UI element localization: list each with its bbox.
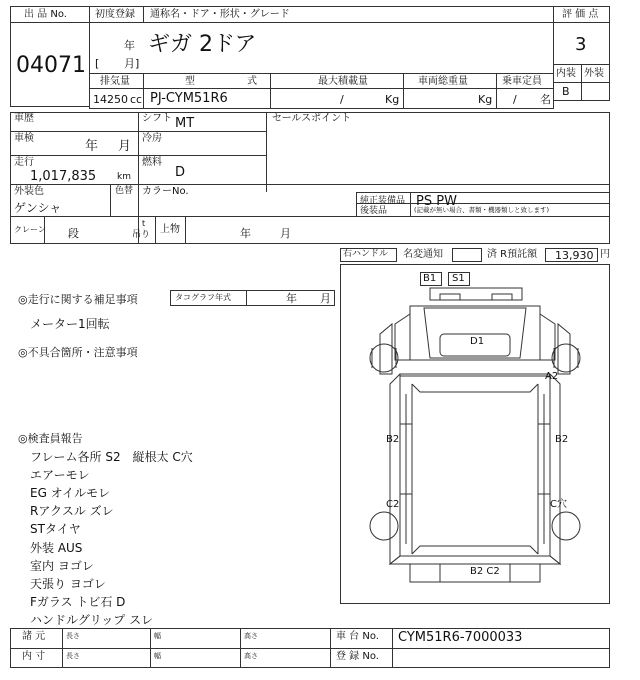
recycle-amount: 13,930 [555, 249, 594, 262]
month-bracket-open: [ [95, 57, 100, 70]
capacity-unit: 名 [540, 93, 551, 106]
note-line: EG オイルモレ [30, 486, 111, 500]
upper-label: 上物 [160, 224, 180, 235]
diagram-a2: A2 [545, 371, 559, 382]
displacement-label: 排気量 [100, 76, 130, 87]
note-line: ハンドルグリップ スレ [30, 613, 154, 627]
diagram-b1: B1 [423, 273, 437, 284]
diagram-c2-left: C2 [386, 499, 400, 510]
diagram-c2-right: C穴 [550, 499, 567, 510]
fuel-label: 燃料 [142, 157, 162, 168]
inspector-title: ◎検査員報告 [18, 432, 83, 445]
supplement-title: ◎走行に関する補足事項 [18, 293, 138, 306]
diagram-b2-right: B2 [555, 434, 569, 445]
right-hand-label: 右ハンドル [343, 249, 389, 259]
max-load-slash: / [340, 93, 344, 106]
model-label: 通称名・ドア・形状・グレード [150, 9, 290, 20]
chassis-label: 車 台 No. [336, 631, 379, 642]
footer-width-label: 幅 [154, 632, 161, 640]
crane-stage: 段 [68, 227, 79, 240]
aftermarket-label: 後装品 [360, 206, 388, 216]
interior-grade: B [562, 85, 570, 98]
cc-unit: cc [130, 93, 143, 106]
fuel-value: D [175, 165, 186, 180]
type-label-2: 式 [247, 76, 257, 87]
name-change-label: 名変通知 [403, 249, 443, 260]
note-line: Fガラス トビ石 D [30, 595, 126, 609]
first-reg-label: 初度登録 [95, 9, 135, 20]
footer-length-label: 長さ [66, 632, 80, 640]
lot-number: 04071 [16, 53, 86, 78]
displacement-value: 14250 [93, 93, 128, 106]
overall-grade: 3 [575, 34, 587, 55]
capacity-slash: / [513, 93, 517, 106]
diagram-b2-left: B2 [386, 434, 400, 445]
recycle-label: 済 R預託額 [487, 249, 538, 260]
inspection-year: 年 [85, 139, 99, 154]
footer-spec-label: 諸 元 [22, 631, 46, 642]
exterior-label: 外装 [584, 68, 604, 79]
tacho-year: 年 [286, 292, 297, 305]
shift-label: シフト [142, 113, 172, 124]
diagram-s1: S1 [452, 273, 465, 284]
meter-note: メーター1回転 [30, 317, 110, 331]
color-label: 外装色 [14, 186, 44, 197]
color-value: ゲンシャ [14, 201, 62, 215]
grade-label: 評 価 点 [562, 9, 599, 20]
footer-inner-width: 幅 [154, 652, 161, 660]
sales-point-label: セールスポイント [272, 113, 352, 124]
defects-title: ◎不具合箇所・注意事項 [18, 346, 138, 359]
crane-ton: t [142, 219, 146, 228]
crane-label: クレーン [14, 225, 46, 234]
note-line: STタイヤ [30, 522, 81, 536]
max-load-kg: Kg [385, 93, 400, 106]
crane-lift: 吊り [132, 230, 151, 240]
month-unit: 月] [124, 57, 140, 70]
note-line: 室内 ヨゴレ [30, 559, 94, 573]
mileage-value: 1,017,835 [30, 169, 97, 184]
tacho-label: タコグラフ年式 [175, 293, 231, 302]
note-line: エアーモレ [30, 468, 90, 482]
note-line: 天張り ヨゴレ [30, 577, 106, 591]
note-line: Rアクスル ズレ [30, 504, 114, 518]
truck-diagram [340, 264, 610, 604]
note-line: 外装 AUS [30, 541, 83, 555]
inspection-month: 月 [118, 139, 132, 154]
interior-label: 内装 [556, 68, 576, 79]
equipment-value: PS PW [416, 194, 457, 209]
model-code: PJ-CYM51R6 [150, 91, 228, 106]
chassis-number: CYM51R6-7000033 [398, 630, 523, 645]
name-change-box [452, 248, 482, 262]
gross-weight-label: 車両総重量 [418, 76, 468, 87]
lot-label: 出 品 No. [24, 9, 67, 20]
max-load-label: 最大積載量 [318, 76, 368, 87]
mileage-label: 走行 [14, 157, 34, 168]
diagram-bottom: B2 C2 [470, 566, 500, 577]
aftermarket-note: (記載が無い場合、書類・機器類しと致します) [414, 206, 550, 214]
equipment-label: 純正装備品 [360, 196, 406, 206]
footer-inner-height: 高さ [244, 652, 258, 660]
shift-value: MT [175, 116, 195, 131]
year-unit: 年 [124, 39, 135, 52]
tacho-month: 月 [320, 292, 331, 305]
color-change-label: 色替 [115, 186, 134, 196]
model-name: ギガ 2ドア [148, 32, 257, 57]
registration-label: 登 録 No. [336, 651, 379, 662]
history-label: 車歴 [14, 113, 34, 124]
footer-height-label: 高さ [244, 632, 258, 640]
gross-weight-kg: Kg [478, 93, 493, 106]
upper-month: 月 [280, 227, 291, 240]
diagram-d1: D1 [470, 336, 485, 347]
type-label: 型 [185, 76, 195, 87]
color-code-label: カラーNo. [142, 186, 189, 197]
upper-year: 年 [240, 227, 251, 240]
note-line: フレーム各所 S2 縦根太 C穴 [30, 450, 193, 464]
footer-inner-label: 内 寸 [22, 651, 46, 662]
ac-label: 冷房 [142, 133, 162, 144]
yen-unit: 円 [600, 249, 610, 260]
inspection-label: 車検 [14, 133, 34, 144]
footer-inner-length: 長さ [66, 652, 80, 660]
capacity-label: 乗車定員 [502, 76, 542, 87]
km-unit: km [117, 172, 131, 182]
